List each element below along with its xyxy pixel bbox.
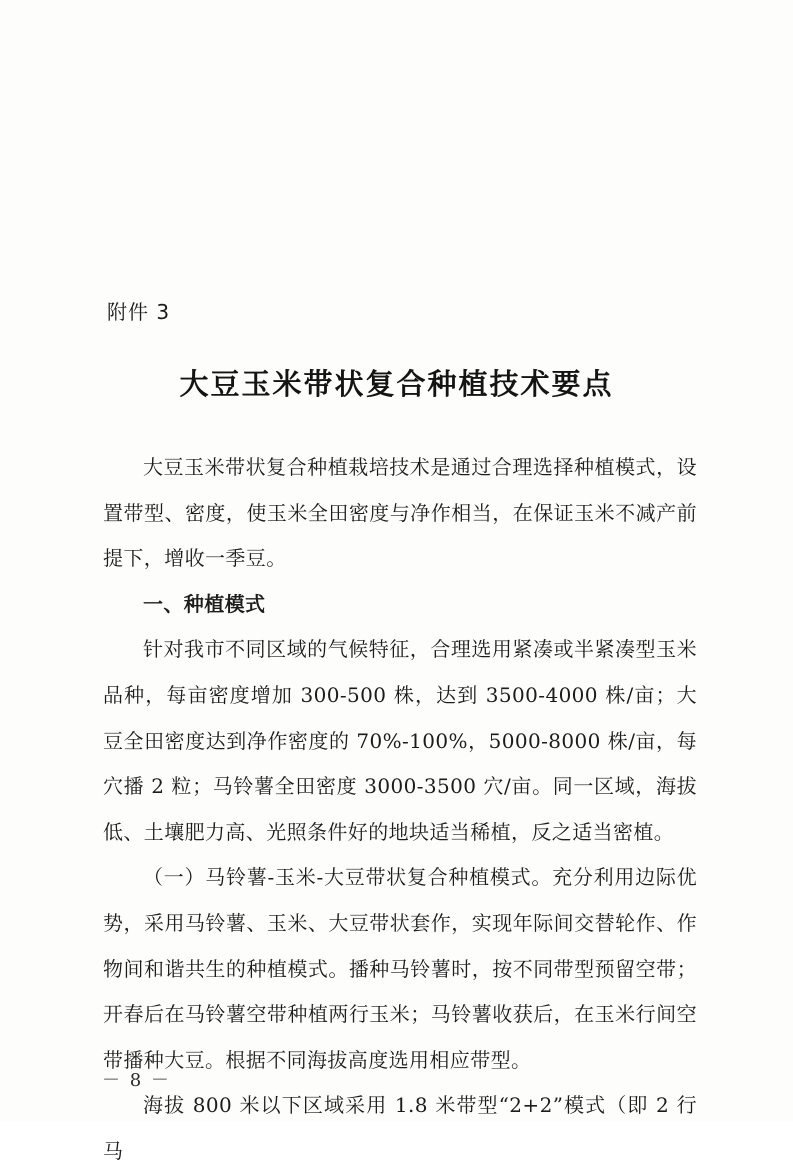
planting-density-paragraph: 针对我市不同区域的气候特征，合理选用紧凑或半紧凑型玉米品种，每亩密度增加 300-500 株，达到 3500-4000 株/亩；大豆全田密度达到净作密度的 70%-100%，5000-8000 株/亩，每穴播 2 粒；马铃薯全田密度 3000-3500 穴/亩。同一区域，海拔低、土壤肥力高、光照条件好的地块适当稀植，反之适当密植。 [103, 637, 697, 844]
document-title: 大豆玉米带状复合种植技术要点 [179, 367, 614, 401]
altitude-paragraph: 海拔 800 米以下区域采用 1.8 米带型“2+2”模式（即 2 行马 [103, 1093, 697, 1163]
intro-paragraph: 大豆玉米带状复合种植栽培技术是通过合理选择种植模式，设置带型、密度，使玉米全田密度与净作相当，在保证玉米不减产前提下，增收一季豆。 [103, 455, 697, 571]
page-number: － 8 － [102, 1070, 171, 1091]
attachment-label: 附件 3 [107, 300, 171, 324]
document-body [103, 445, 697, 1175]
section-heading: 一、种植模式 [143, 591, 266, 616]
subsection-paragraph: （一）马铃薯-玉米-大豆带状复合种植模式。充分利用边际优势，采用马铃薯、玉米、大豆带状套作，实现年际间交替轮作、作物间和谐共生的种植模式。播种马铃薯时，按不同带型预留空带；开春后在马铃薯空带种植两行玉米；马铃薯收获后，在玉米行间空带播种大豆。根据不同海拔高度选用相应带型。 [103, 865, 697, 1072]
